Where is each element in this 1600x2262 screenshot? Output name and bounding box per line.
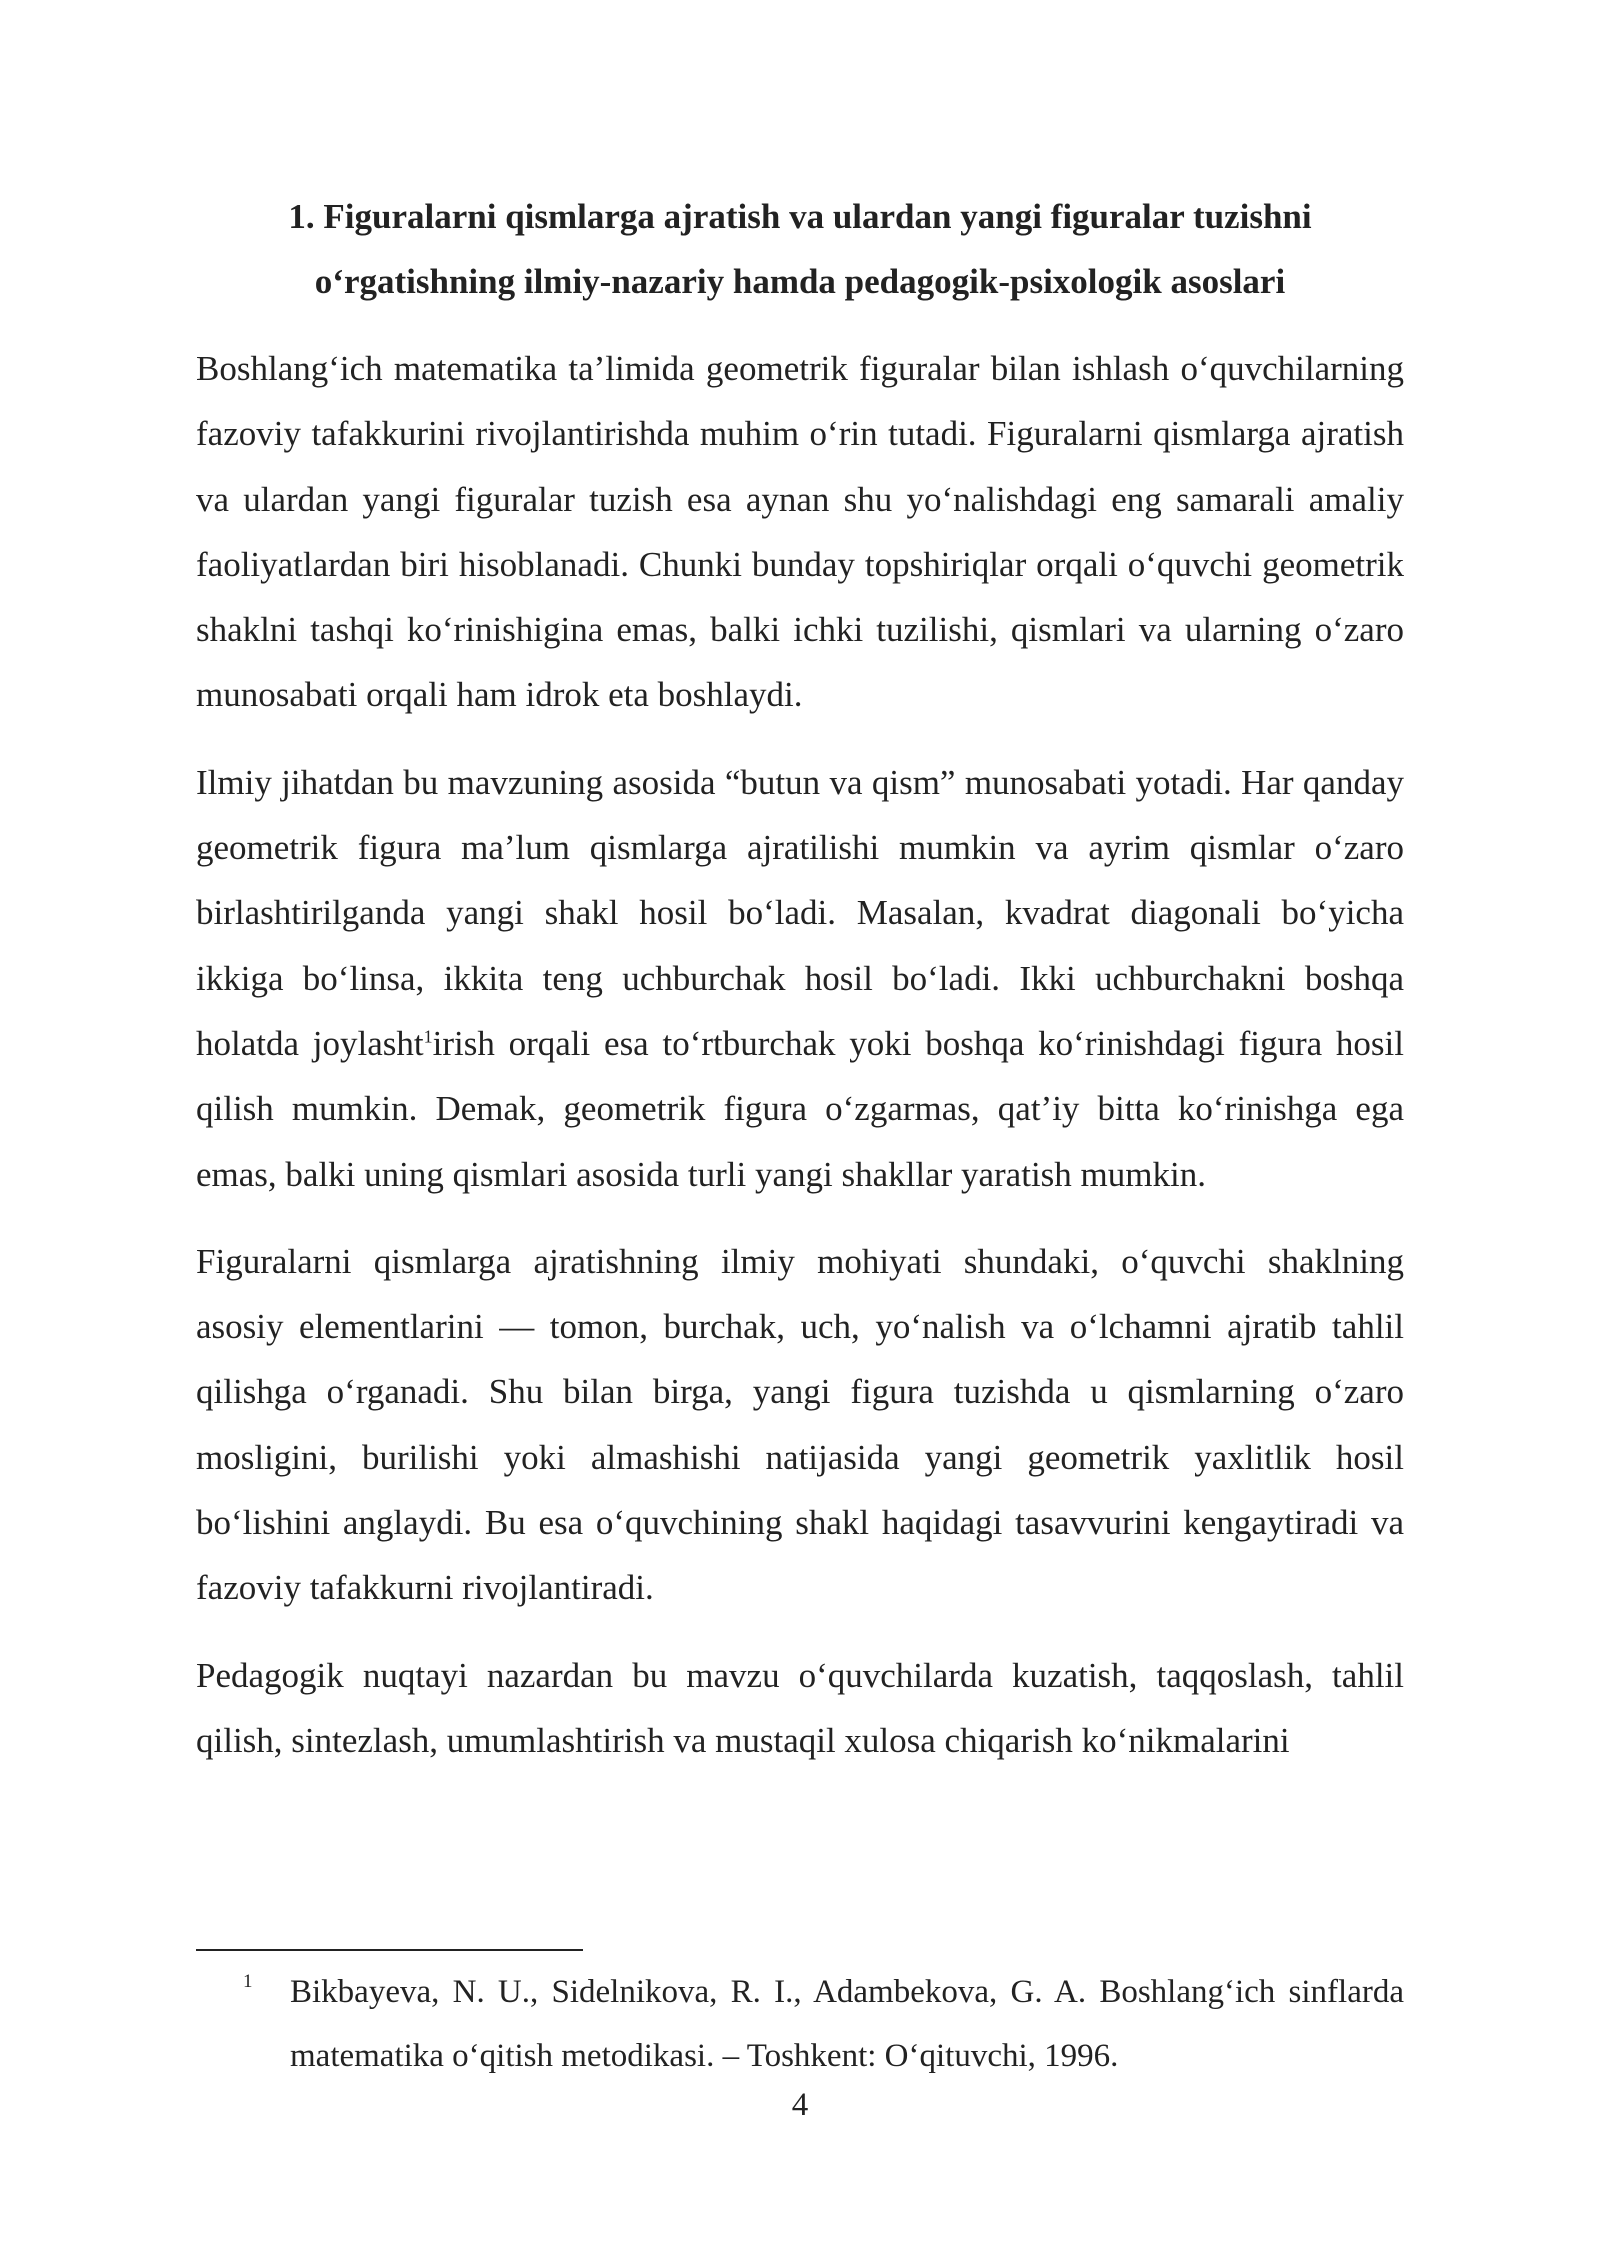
paragraph-3: Figuralarni qismlarga ajratishning ilmiy mohiyati shundaki, o‘quvchi shaklning asosiy elementlarini — tomon, burchak, uch, yo‘nalish va o‘lchamni ajratib tahlil qilishga o‘rganadi. Shu bilan birga, yangi figura tuzishda u qismlarning o‘zaro mosligini, burilishi yoki almashishi natijasida yangi geometrik yaxlitlik hosil bo‘lishini anglaydi. Bu esa o‘quvchining shakl haqidagi tasavvurini kengaytiradi va fazoviy tafakkurni rivojlantiradi. <box>196 1241 1404 1608</box>
paragraph-2 <box>196 750 1404 1207</box>
paragraph-1: Boshlang‘ich matematika ta’limida geometrik figuralar bilan ishlash o‘quvchilarning fazoviy tafakkurini rivojlantirishda muhim o‘rin tutadi. Figuralarni qismlarga ajratish va ulardan yangi figuralar tuzish esa aynan shu yo‘nalishdagi eng samarali amaliy faoliyatlardan biri hisoblanadi. Chunki bunday topshiriqlar orqali o‘quvchi geometrik shaklni tashqi ko‘rinishigina emas, balki ichki tuzilishi, qismlari va ularning o‘zaro munosabati orqali ham idrok eta boshlaydi. <box>196 349 1404 715</box>
footnote-mark: 1 <box>243 1971 253 1992</box>
section-heading-line-1: 1. Figuralarni qismlarga ajratish va ulardan yangi figuralar tuzishni <box>288 197 1312 236</box>
paragraph-2-text-start: Ilmiy jihatdan bu mavzuning asosida “butun va qism” munosabati yotadi. Har qanday geometrik figura ma’lum qismlarga ajratilishi mumkin va ayrim qismlar o‘zaro birlashtirilganda yangi shakl hosil bo‘ladi. Masalan, kvadrat diagonali bo‘yicha ikkiga bo‘linsa, ikkita teng uchburchak hosil bo‘ladi. Ikki uchburchakni boshqa holatda joylasht <box>196 762 1404 1063</box>
footnote-reference[interactable]: 1 <box>423 1026 433 1047</box>
footnote-separator <box>196 1949 583 1951</box>
section-heading-line-2: o‘rgatishning ilmiy-nazariy hamda pedagogik-psixologik asoslari <box>314 262 1286 301</box>
paragraph-2-text-end: irish orqali esa to‘rtburchak yoki boshqa ko‘rinishdagi figura hosil qilish mumkin. Demak, geometrik figura o‘zgarmas, qat’iy bitta ko‘rinishga ega emas, balki uning qismlari asosida turli yangi shakllar yaratish mumkin. <box>196 1023 1404 1194</box>
body-text <box>196 336 1404 1795</box>
page-number: 4 <box>791 2087 809 2123</box>
paragraph-4: Pedagogik nuqtayi nazardan bu mavzu o‘quvchilarda kuzatish, taqqoslash, tahlil qilish, sintezlash, umumlashtirish va mustaqil xulosa chiqarish ko‘nikmalarini <box>196 1655 1404 1760</box>
footnote-text: Bikbayeva, N. U., Sidelnikova, R. I., Adambekova, G. A. Boshlang‘ich sinflarda matematika o‘qitish metodikasi. – Toshkent: O‘qituvchi, 1996. <box>290 1974 1404 2074</box>
section-heading <box>196 184 1404 314</box>
